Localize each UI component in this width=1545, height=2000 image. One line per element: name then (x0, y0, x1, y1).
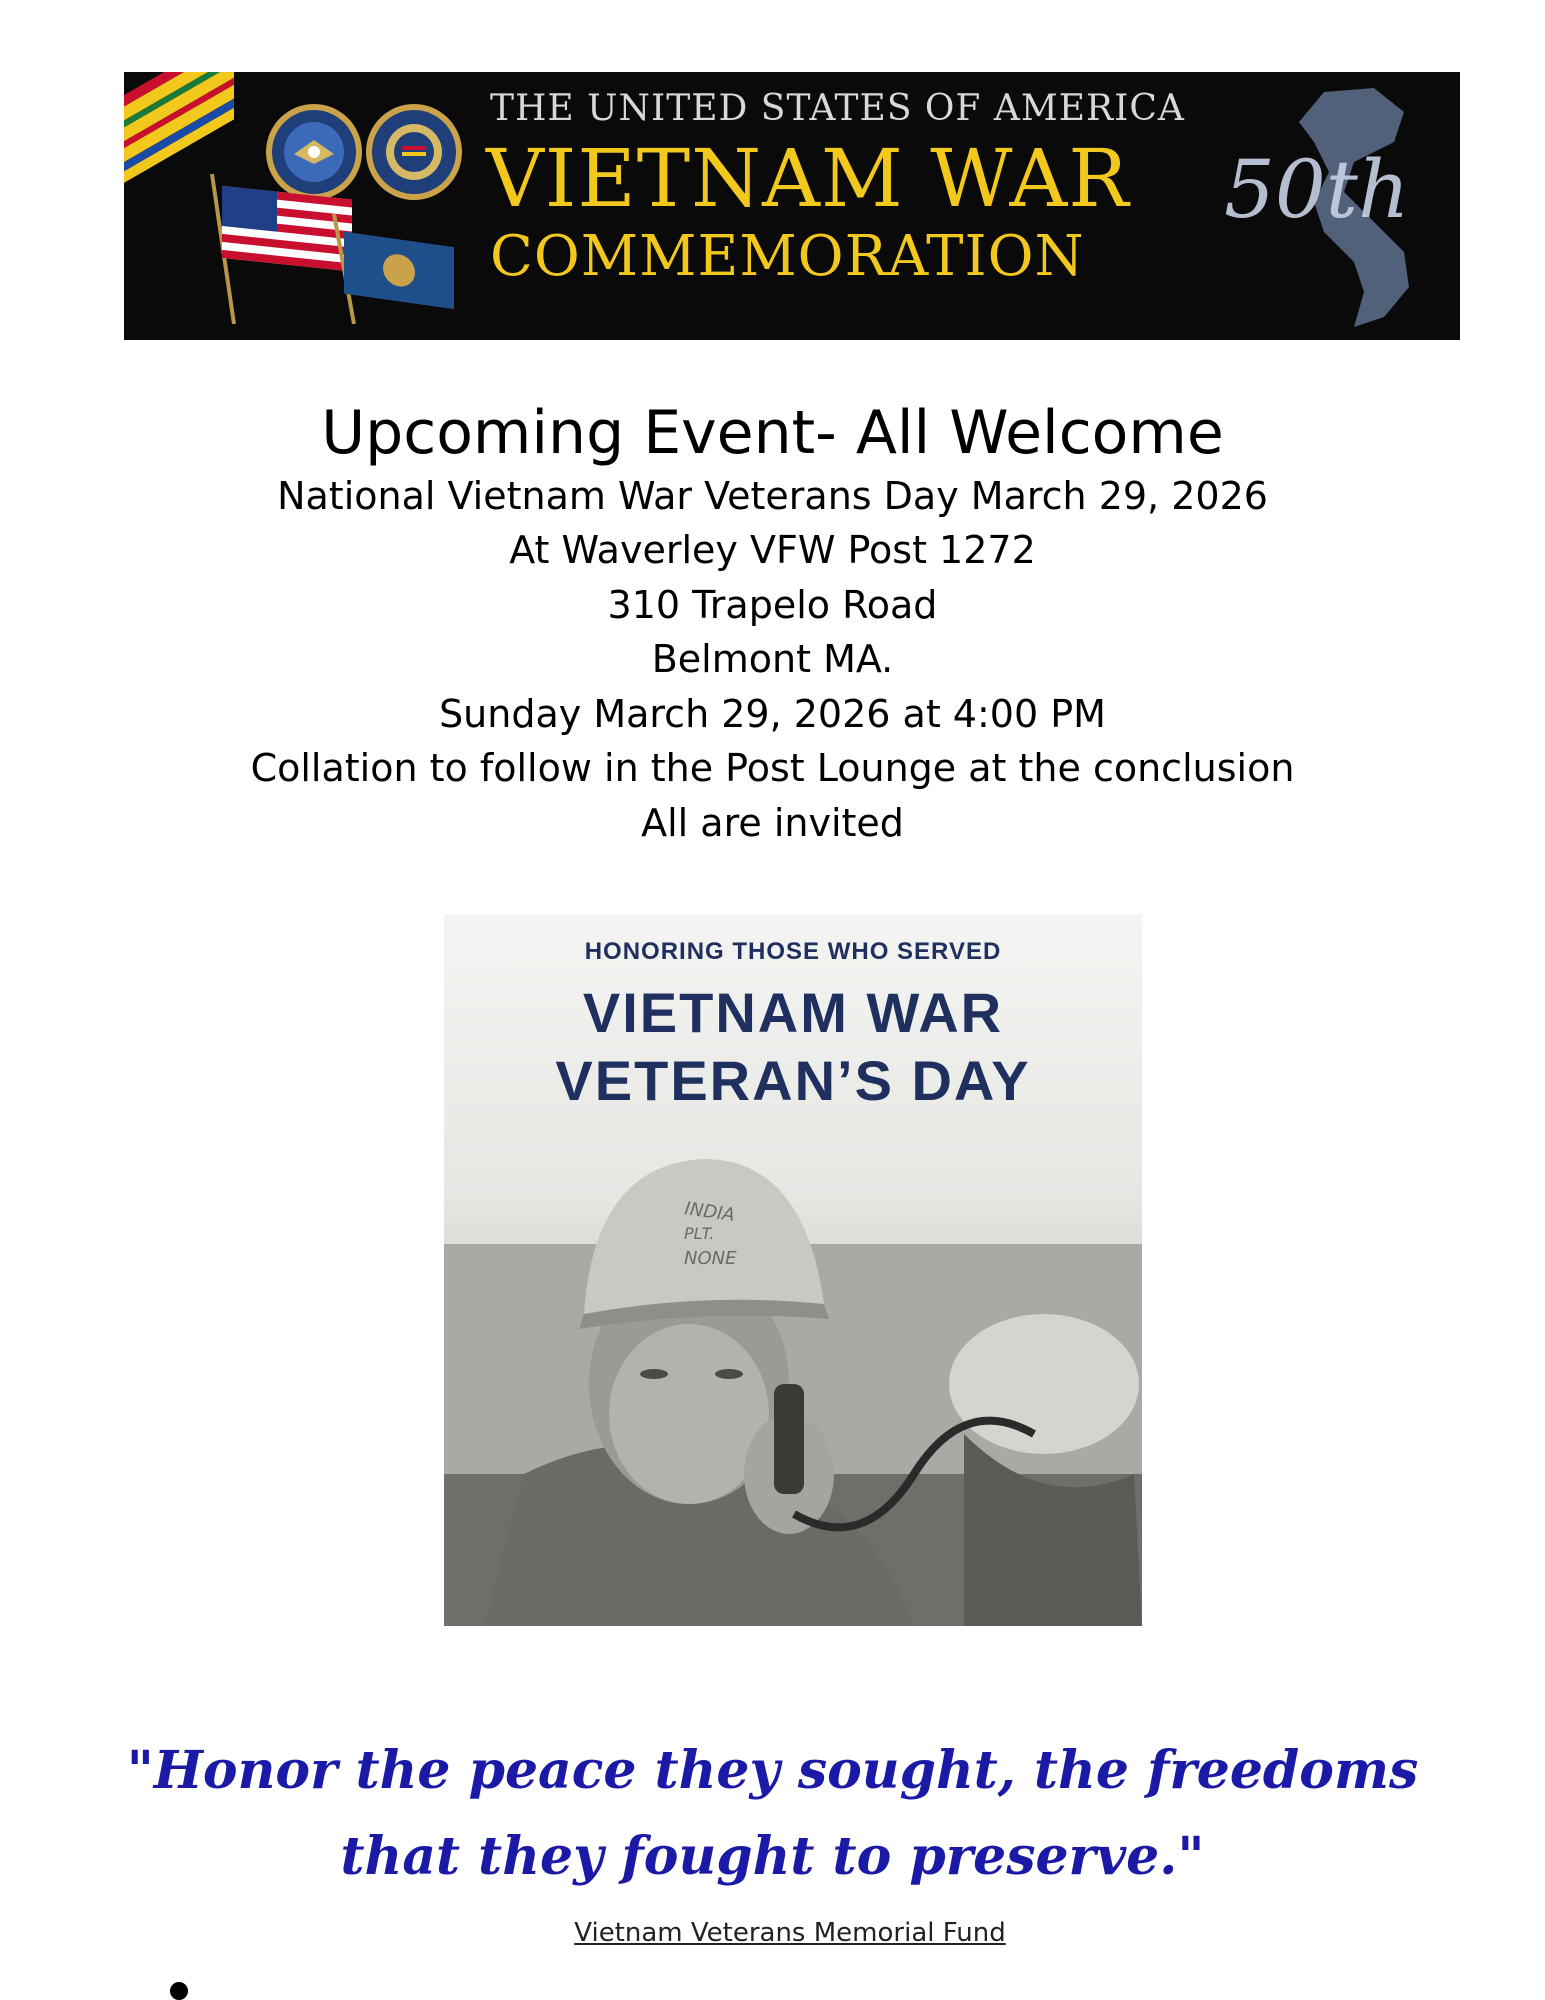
quote-line-1: "Honor the peace they sought, the freedoms (126, 1740, 1419, 1801)
banner-line-2: VIETNAM WAR (486, 132, 1130, 225)
event-line-datetime: Sunday March 29, 2026 at 4:00 PM (439, 692, 1106, 736)
event-heading: Upcoming Event- All Welcome (321, 398, 1224, 468)
quote-line-2: that they fought to preserve." (340, 1826, 1205, 1887)
anniversary-text: 50th (1224, 143, 1410, 236)
quote-credit (0, 1918, 1545, 1948)
banner-line-3: COMMEMORATION (490, 224, 1085, 289)
vietnam-map-anniversary-graphic (1204, 82, 1454, 332)
event-line-city: Belmont MA. (651, 637, 894, 681)
event-line-collation: Collation to follow in the Post Lounge at the conclusion (250, 746, 1295, 790)
veterans-day-poster (444, 914, 1142, 1626)
event-line-title: National Vietnam War Veterans Day March 29, 2026 (277, 474, 1268, 518)
helmet-text-plt: PLT. (684, 1224, 715, 1243)
poster-title-line-2: VETERAN’S DAY (555, 1049, 1031, 1112)
helmet-text-india: INDIA (683, 1198, 737, 1226)
poster-title-line-1: VIETNAM WAR (582, 981, 1004, 1044)
event-line-invite: All are invited (641, 801, 904, 845)
memorial-fund-link[interactable]: Vietnam Veterans Memorial Fund (574, 1918, 1006, 1948)
event-line-street: 310 Trapelo Road (607, 583, 938, 627)
commemoration-banner (124, 72, 1460, 340)
poster-kicker-text: HONORING THOSE WHO SERVED (584, 938, 1002, 965)
banner-line-1: THE UNITED STATES OF AMERICA (490, 88, 1185, 129)
helmet-text-none: NONE (684, 1248, 737, 1269)
list-bullet (170, 1982, 188, 2000)
flags-icon (204, 174, 464, 324)
event-line-venue: At Waverley VFW Post 1272 (509, 528, 1036, 572)
